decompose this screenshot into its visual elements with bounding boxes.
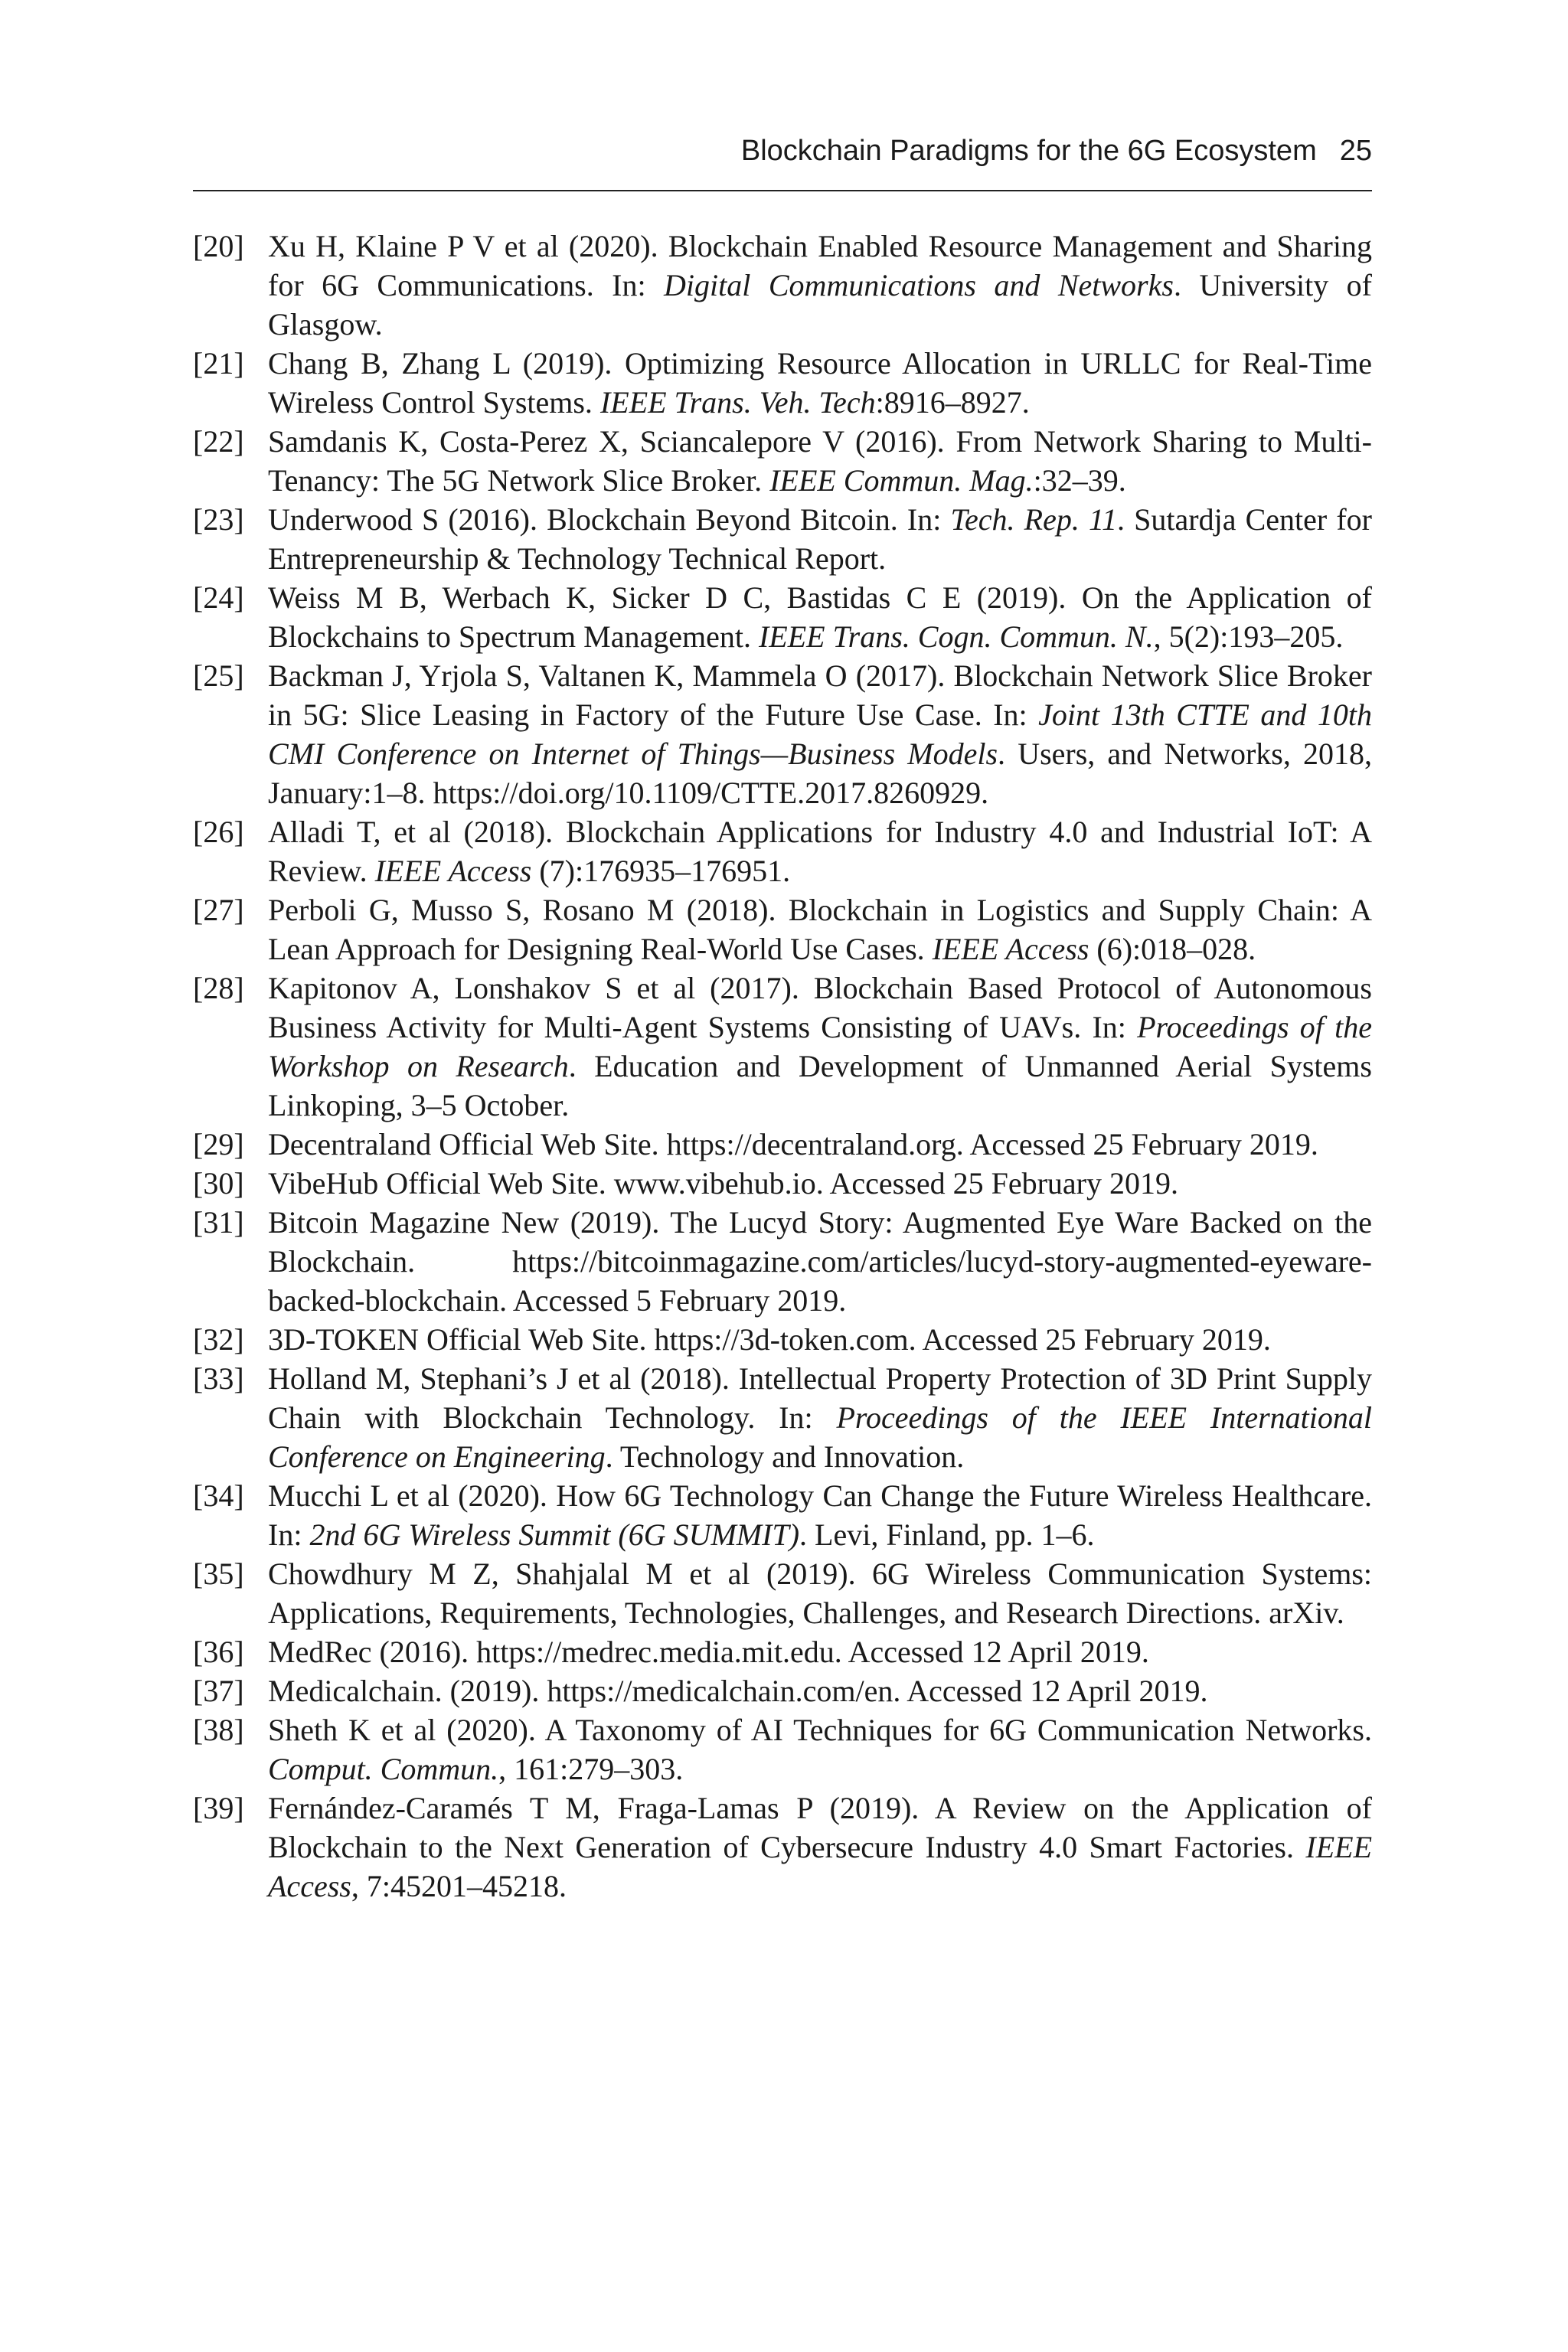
reference-source: Comput. Commun. — [268, 1752, 499, 1786]
reference-item — [193, 1476, 1372, 1554]
reference-item — [193, 578, 1372, 656]
reference-number: [24] — [193, 580, 244, 615]
reference-text: Chowdhury M Z, Shahjalal M et al (2019). 6G Wireless Communication Systems: Applications, Requirements, Technologies, Challenges, and Research Directions. arXiv. — [268, 1557, 1372, 1630]
reference-source: IEEE Commun. Mag. — [769, 463, 1034, 498]
reference-number: [37] — [193, 1674, 244, 1708]
reference-text-tail: , 5(2):193–205. — [1153, 619, 1344, 654]
reference-text: Alladi T, et al (2018). Blockchain Applications for Industry 4.0 and Industrial IoT: A Review. — [268, 815, 1372, 888]
reference-number: [34] — [193, 1478, 244, 1513]
reference-text: Underwood S (2016). Blockchain Beyond Bitcoin. In: — [268, 502, 951, 537]
reference-source: IEEE Trans. Cogn. Commun. N. — [758, 619, 1154, 654]
reference-item — [193, 344, 1372, 422]
running-header — [193, 135, 1372, 181]
reference-number: [22] — [193, 424, 244, 459]
reference-item — [193, 1632, 1372, 1671]
page-number: 25 — [1339, 135, 1372, 167]
reference-text-tail: :8916–8927. — [875, 385, 1030, 420]
reference-text-tail: . University of Glasgow. — [268, 268, 1373, 341]
reference-number: [31] — [193, 1205, 244, 1240]
reference-text: 3D-TOKEN Official Web Site. https://3d-token.com. Accessed 25 February 2019. — [268, 1322, 1271, 1357]
reference-item — [193, 1164, 1372, 1203]
reference-number: [27] — [193, 893, 244, 927]
reference-item — [193, 812, 1372, 890]
running-title: Blockchain Paradigms for the 6G Ecosystem — [740, 135, 1317, 167]
reference-text: Weiss M B, Werbach K, Sicker D C, Bastidas C E (2019). On the Application of Blockchains to Spectrum Management. — [268, 580, 1372, 654]
reference-source: Digital Communications and Networks — [664, 268, 1174, 302]
reference-text-tail: . Education and Development of Unmanned Aerial Systems Linkoping, 3–5 October. — [268, 1049, 1372, 1122]
reference-number: [29] — [193, 1127, 244, 1161]
reference-text-tail: . Levi, Finland, pp. 1–6. — [799, 1517, 1095, 1552]
reference-number: [33] — [193, 1361, 244, 1396]
reference-text-tail: (7):176935–176951. — [531, 854, 791, 888]
reference-text-tail: , 161:279–303. — [498, 1752, 684, 1786]
reference-text: Samdanis K, Costa-Perez X, Sciancalepore V (2016). From Network Sharing to Multi-Tenancy: The 5G Network Slice Broker. — [268, 424, 1372, 498]
reference-item — [193, 969, 1372, 1125]
reference-source: 2nd 6G Wireless Summit (6G SUMMIT) — [309, 1517, 800, 1552]
reference-item — [193, 1710, 1372, 1788]
reference-text: Holland M, Stephani’s J et al (2018). Intellectual Property Protection of 3D Print Supply Chain with Blockchain Technology. In: — [268, 1361, 1372, 1435]
reference-text-tail: , 7:45201–45218. — [351, 1869, 567, 1903]
reference-text: MedRec (2016). https://medrec.media.mit.edu. Accessed 12 April 2019. — [268, 1635, 1149, 1669]
reference-text: VibeHub Official Web Site. www.vibehub.io. Accessed 25 February 2019. — [268, 1166, 1178, 1200]
reference-item — [193, 1359, 1372, 1476]
reference-list — [193, 227, 1372, 1906]
reference-text: Fernández-Caramés T M, Fraga-Lamas P (2019). A Review on the Application of Blockchain to the Next Generation of Cybersecure Industry 4.0 Smart Factories. — [268, 1791, 1372, 1864]
reference-text: Bitcoin Magazine New (2019). The Lucyd Story: Augmented Eye Ware Backed on the Blockchain. https://bitcoinmagazine.com/articles/lucyd-story-augmented-eyeware-backed-blockchain. Accessed 5 February 2019. — [268, 1205, 1372, 1318]
reference-text-tail: (6):018–028. — [1089, 932, 1256, 966]
reference-source: Proceedings of the Workshop on Research — [268, 1010, 1373, 1083]
reference-item — [193, 500, 1372, 578]
reference-item — [193, 1554, 1372, 1632]
reference-item — [193, 1125, 1372, 1164]
reference-text: Sheth K et al (2020). A Taxonomy of AI Techniques for 6G Communication Networks. — [268, 1713, 1372, 1747]
reference-source: Tech. Rep. 11 — [950, 502, 1118, 537]
reference-source: IEEE Trans. Veh. Tech — [599, 385, 876, 420]
reference-text-tail: . Users, and Networks, 2018, January:1–8. https://doi.org/10.1109/CTTE.2017.8260929. — [268, 737, 1372, 810]
reference-number: [32] — [193, 1322, 244, 1357]
reference-item — [193, 890, 1372, 969]
reference-source: IEEE Access — [932, 932, 1089, 966]
reference-text-tail: :32–39. — [1033, 463, 1126, 498]
reference-source: IEEE Access — [268, 1830, 1372, 1903]
reference-number: [23] — [193, 502, 244, 537]
reference-number: [38] — [193, 1713, 244, 1747]
reference-text: Perboli G, Musso S, Rosano M (2018). Blockchain in Logistics and Supply Chain: A Lean Approach for Designing Real-World Use Cases. — [268, 893, 1372, 966]
reference-text: Backman J, Yrjola S, Valtanen K, Mammela O (2017). Blockchain Network Slice Broker in 5G: Slice Leasing in Factory of the Future Use Case. In: — [268, 658, 1372, 732]
reference-number: [25] — [193, 658, 244, 693]
reference-number: [21] — [193, 346, 244, 381]
reference-item — [193, 1671, 1372, 1710]
reference-number: [28] — [193, 971, 244, 1005]
reference-number: [26] — [193, 815, 244, 849]
header-rule — [193, 190, 1372, 191]
reference-text: Mucchi L et al (2020). How 6G Technology Can Change the Future Wireless Healthcare. In: — [268, 1478, 1372, 1552]
reference-text: Decentraland Official Web Site. https://decentraland.org. Accessed 25 February 2019. — [268, 1127, 1318, 1161]
reference-number: [35] — [193, 1557, 244, 1591]
reference-item — [193, 1203, 1372, 1320]
reference-source: Joint 13th CTTE and 10th CMI Conference on Internet of Things—Business Models — [268, 697, 1373, 771]
reference-source: Proceedings of the IEEE International Conference on Engineering — [268, 1400, 1373, 1474]
reference-text-tail: . Technology and Innovation. — [605, 1439, 965, 1474]
reference-text: Xu H, Klaine P V et al (2020). Blockchain Enabled Resource Management and Sharing for 6G Communications. In: — [268, 229, 1372, 302]
reference-item — [193, 1788, 1372, 1906]
reference-number: [20] — [193, 229, 244, 263]
reference-source: IEEE Access — [374, 854, 532, 888]
reference-item — [193, 1320, 1372, 1359]
reference-number: [39] — [193, 1791, 244, 1825]
reference-number: [30] — [193, 1166, 244, 1200]
reference-item — [193, 227, 1372, 344]
reference-item — [193, 422, 1372, 500]
reference-text: Medicalchain. (2019). https://medicalchain.com/en. Accessed 12 April 2019. — [268, 1674, 1208, 1708]
reference-item — [193, 656, 1372, 812]
reference-text-tail: . Sutardja Center for Entrepreneurship & Technology Technical Report. — [268, 502, 1373, 576]
reference-number: [36] — [193, 1635, 244, 1669]
reference-text: Chang B, Zhang L (2019). Optimizing Resource Allocation in URLLC for Real-Time Wireless Control Systems. — [268, 346, 1372, 420]
reference-text: Kapitonov A, Lonshakov S et al (2017). Blockchain Based Protocol of Autonomous Business Activity for Multi-Agent Systems Consisting of UAVs. In: — [268, 971, 1372, 1044]
